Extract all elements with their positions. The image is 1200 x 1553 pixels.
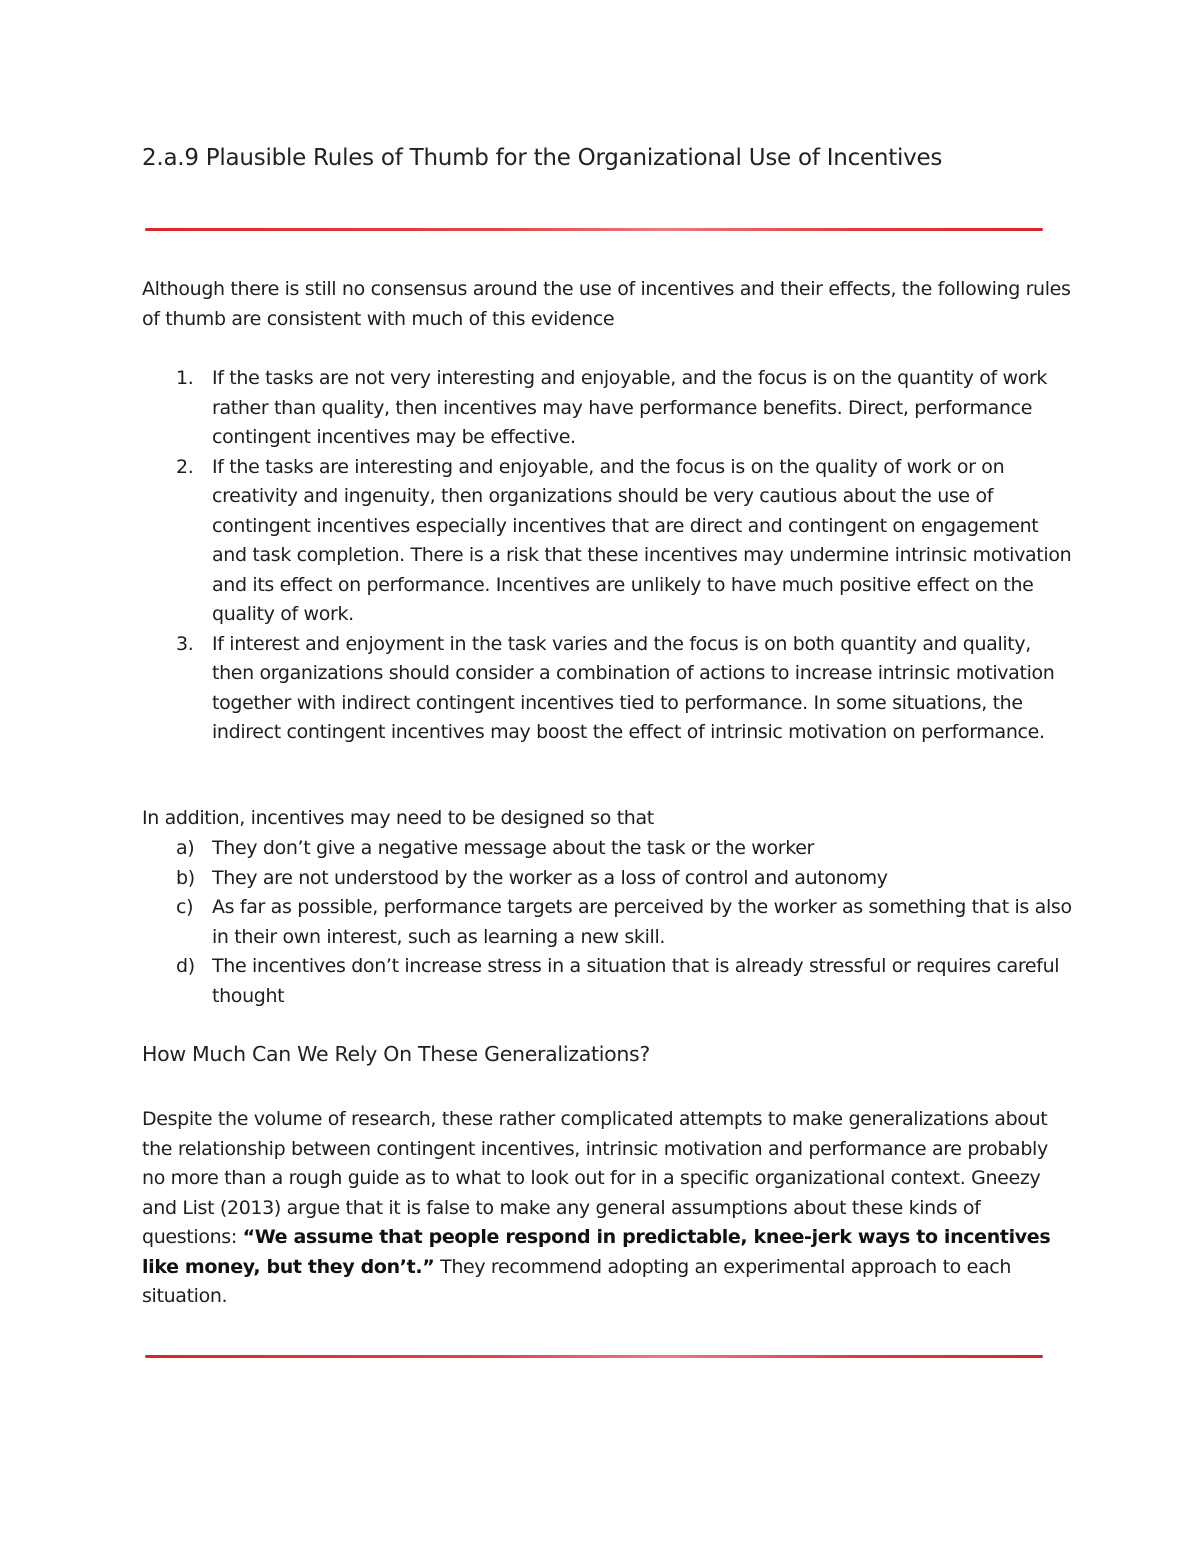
page-title: 2.a.9 Plausible Rules of Thumb for the Organizational Use of Incentives [142,145,943,171]
list-marker: a) [176,837,195,859]
conclusion-text-end: They recommend adopting an experimental approach to each situation. [142,1255,1012,1307]
list-item-text: As far as possible, performance targets are perceived by the worker as something that is also in their own interest, such as learning a new skill. [212,896,1072,948]
bottom-divider [145,1355,1043,1358]
list-marker: d) [176,955,195,977]
list-marker: 2. [176,455,194,478]
list-item-text: If the tasks are interesting and enjoyable, and the focus is on the quality of work or on creativity and ingenuity, then organizations should be very cautious about the use of contingent incentives especially incentives that are direct and contingent on engagement and task completion. There is a risk that these incentives may undermine intrinsic motivation and its effect on performance. Incentives are unlikely to have much positive effect on the quality of work. [212,455,1072,625]
list-item-text: If the tasks are not very interesting and enjoyable, and the focus is on the quantity of work rather than quality, then incentives may have performance benefits. Direct, performance contingent incentives may be effective. [212,367,1048,448]
list-marker: c) [176,896,194,918]
addition-intro: In addition, incentives may need to be designed so that [142,807,654,829]
intro-paragraph: Although there is still no consensus around the use of incentives and their effects, the following rules of thumb are consistent with much of this evidence [142,278,1071,330]
list-marker: b) [176,866,195,889]
list-item [142,834,1072,864]
list-marker: 1. [176,367,194,389]
conclusion-paragraph [142,1105,1072,1312]
list-marker: 3. [176,632,194,655]
list-item-text: They are not understood by the worker as a loss of control and autonomy [212,866,888,889]
rules-list [142,364,1072,748]
list-item [142,952,1072,1011]
conclusion-quote: “We assume that people respond in predictable, knee-jerk ways to incentives like money, but they don’t.” [142,1226,1051,1278]
list-item [142,893,1072,952]
list-item-text: They don’t give a negative message about the task or the worker [212,837,815,859]
top-divider [145,228,1043,231]
conclusion-text: Despite the volume of research, these rather complicated attempts to make generalizations about the relationship between contingent incentives, intrinsic motivation and performance are probably no more than a rough guide as to what to look out for in a specific organizational context. Gneezy and List (2013) argue that it is false to make any general assumptions about these kinds of questions: [142,1108,1048,1248]
list-item [142,630,1072,748]
list-item-text: The incentives don’t increase stress in a situation that is already stressful or requires careful thought [212,955,1060,1007]
list-item [142,864,1072,894]
list-item [142,453,1072,630]
list-item [142,364,1072,453]
list-item-text: If interest and enjoyment in the task varies and the focus is on both quantity and quality, then organizations should consider a combination of actions to increase intrinsic motivation together with indirect contingent incentives tied to performance. In some situations, the indirect contingent incentives may boost the effect of intrinsic motivation on performance. [212,632,1055,743]
design-points-list [142,834,1072,1011]
section-subheading: How Much Can We Rely On These Generalizations? [142,1042,650,1066]
